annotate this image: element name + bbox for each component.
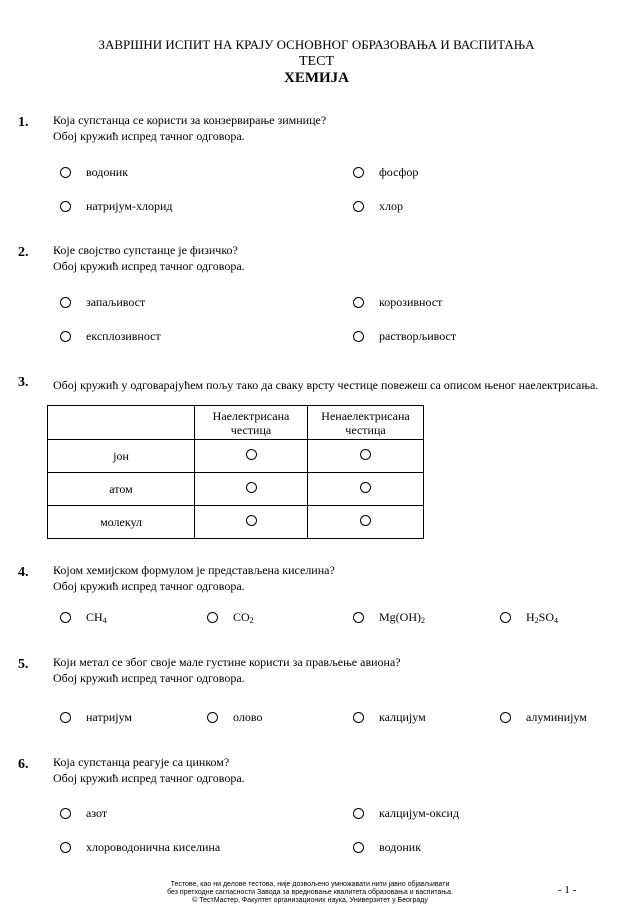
question-instruction: Обој кружић испред тачног одговора. [53, 579, 245, 593]
question-number: 3. [18, 375, 29, 390]
row-label: јон [48, 440, 195, 473]
radio-circle-icon[interactable] [353, 297, 364, 308]
radio-circle-icon[interactable] [353, 612, 364, 623]
radio-circle-icon[interactable] [60, 331, 71, 342]
radio-circle-icon[interactable] [246, 482, 257, 493]
table-row [48, 473, 424, 506]
table-cell[interactable] [195, 506, 308, 539]
formula-h2so4: $H_2SO_4$ [526, 609, 559, 625]
radio-circle-icon[interactable] [60, 808, 71, 819]
answer-option[interactable] [353, 709, 426, 725]
option-label: водоник [86, 164, 129, 179]
answer-option[interactable] [60, 839, 220, 855]
answer-option[interactable] [353, 839, 421, 855]
question-text [53, 562, 335, 594]
formula-ch4: $CH_4$ [86, 609, 107, 625]
table-corner-cell [48, 406, 195, 440]
radio-circle-icon[interactable] [60, 167, 71, 178]
table-cell[interactable] [308, 506, 424, 539]
answer-option[interactable] [60, 709, 132, 725]
table-cell[interactable] [308, 440, 424, 473]
answer-option[interactable] [353, 198, 403, 214]
option-label: корозивност [379, 294, 443, 309]
radio-circle-icon[interactable] [246, 515, 257, 526]
answer-option[interactable] [60, 805, 107, 821]
option-label: натријум-хлорид [86, 198, 173, 213]
question-prompt: Која супстанца реагује са цинком? [53, 755, 230, 769]
table-cell[interactable] [195, 440, 308, 473]
footer-line: © ТестМастер, Факултет организационих наука, Универзитет у Београду [192, 897, 428, 904]
question-instruction: Обој кружић испред тачног одговора. [53, 771, 245, 785]
question-number: 4. [18, 565, 29, 580]
question-text [53, 754, 245, 786]
formula-co2: $CO_2$ [233, 609, 254, 625]
formula-mgoh2: $Mg(OH)_2$ [379, 609, 425, 625]
radio-circle-icon[interactable] [60, 297, 71, 308]
answer-option[interactable] [500, 709, 587, 725]
radio-circle-icon[interactable] [207, 712, 218, 723]
copyright-footer [160, 881, 460, 905]
option-label: алуминијум [526, 709, 587, 724]
exam-title: ЗАВРШНИ ИСПИТ НА КРАЈУ ОСНОВНОГ ОБРАЗОВАЊА И ВАСПИТАЊА [98, 37, 535, 52]
table-row [48, 440, 424, 473]
table-row [48, 506, 424, 539]
question-instruction: Обој кружић испред тачног одговора. [53, 129, 245, 143]
column-header-charged: Наелектрисана честица [195, 406, 308, 440]
footer-line: Тестове, као ни делове тестова, није дозвољено умножавати нити јавно објављивати [170, 881, 450, 888]
subject-title: ХЕМИЈА [284, 70, 349, 86]
footer-line: без претходне сагласности Завода за вредновање квалитета образовања и васпитања. [167, 889, 453, 896]
test-label: ТЕСТ [299, 54, 334, 69]
answer-option[interactable] [60, 198, 173, 214]
option-label: запаљивост [86, 294, 146, 309]
question-text [53, 242, 245, 274]
page-number: - 1 - [558, 884, 577, 896]
option-label: калцијум-оксид [379, 805, 460, 820]
answer-option[interactable] [500, 609, 558, 625]
option-label: олово [233, 709, 263, 724]
radio-circle-icon[interactable] [353, 712, 364, 723]
answer-option[interactable] [60, 328, 161, 344]
option-label: фосфор [379, 164, 419, 179]
radio-circle-icon[interactable] [353, 808, 364, 819]
question-text [53, 112, 326, 144]
row-label: молекул [48, 506, 195, 539]
option-label: азот [86, 805, 108, 820]
radio-circle-icon[interactable] [500, 612, 511, 623]
radio-circle-icon[interactable] [207, 612, 218, 623]
row-label: атом [48, 473, 195, 506]
radio-circle-icon[interactable] [360, 482, 371, 493]
radio-circle-icon[interactable] [60, 842, 71, 853]
answer-option[interactable] [353, 609, 425, 625]
question-prompt: Којом хемијском формулом је представљена киселина? [53, 563, 335, 577]
question-prompt: Који метал се због своје мале густине користи за прављење авиона? [53, 655, 401, 669]
option-label: хлор [379, 198, 403, 213]
question-number: 2. [18, 245, 29, 260]
option-label: експлозивност [86, 328, 161, 343]
answer-option[interactable] [207, 609, 254, 625]
option-label: хлороводонична киселина [86, 839, 221, 854]
question-prompt: Која супстанца се користи за конзервирање зимнице? [53, 113, 327, 127]
question-text [53, 654, 401, 686]
question-instruction: Обој кружић испред тачног одговора. [53, 259, 245, 273]
radio-circle-icon[interactable] [60, 201, 71, 212]
option-label: водоник [379, 839, 422, 854]
question-prompt: Обој кружић у одговарајућем пољу тако да сваку врсту честице повежеш са описом њеног наелектрисања. [53, 378, 599, 392]
question-number: 6. [18, 757, 29, 772]
answer-option[interactable] [207, 709, 262, 725]
table-cell[interactable] [308, 473, 424, 506]
radio-circle-icon[interactable] [360, 515, 371, 526]
answer-option[interactable] [60, 294, 145, 310]
answer-option[interactable] [353, 294, 442, 310]
answer-option[interactable] [353, 164, 418, 180]
radio-circle-icon[interactable] [353, 842, 364, 853]
question-instruction: Обој кружић испред тачног одговора. [53, 671, 245, 685]
radio-circle-icon[interactable] [500, 712, 511, 723]
question-number: 1. [18, 115, 29, 130]
question-number: 5. [18, 657, 29, 672]
radio-circle-icon[interactable] [353, 201, 364, 212]
option-label: натријум [86, 709, 133, 724]
radio-circle-icon[interactable] [353, 331, 364, 342]
column-header-uncharged: Ненаелектрисана честица [308, 406, 424, 440]
radio-circle-icon[interactable] [60, 712, 71, 723]
answer-option[interactable] [353, 805, 459, 821]
matching-table [47, 405, 424, 539]
question-prompt: Које својство супстанце је физичко? [53, 243, 238, 257]
option-label: калцијум [379, 709, 426, 724]
answer-option[interactable] [353, 328, 456, 344]
radio-circle-icon[interactable] [60, 612, 71, 623]
answer-option[interactable] [60, 609, 107, 625]
answer-option[interactable] [60, 164, 128, 180]
radio-circle-icon[interactable] [353, 167, 364, 178]
option-label: растворљивост [379, 328, 457, 343]
radio-circle-icon[interactable] [246, 449, 257, 460]
table-cell[interactable] [195, 473, 308, 506]
radio-circle-icon[interactable] [360, 449, 371, 460]
